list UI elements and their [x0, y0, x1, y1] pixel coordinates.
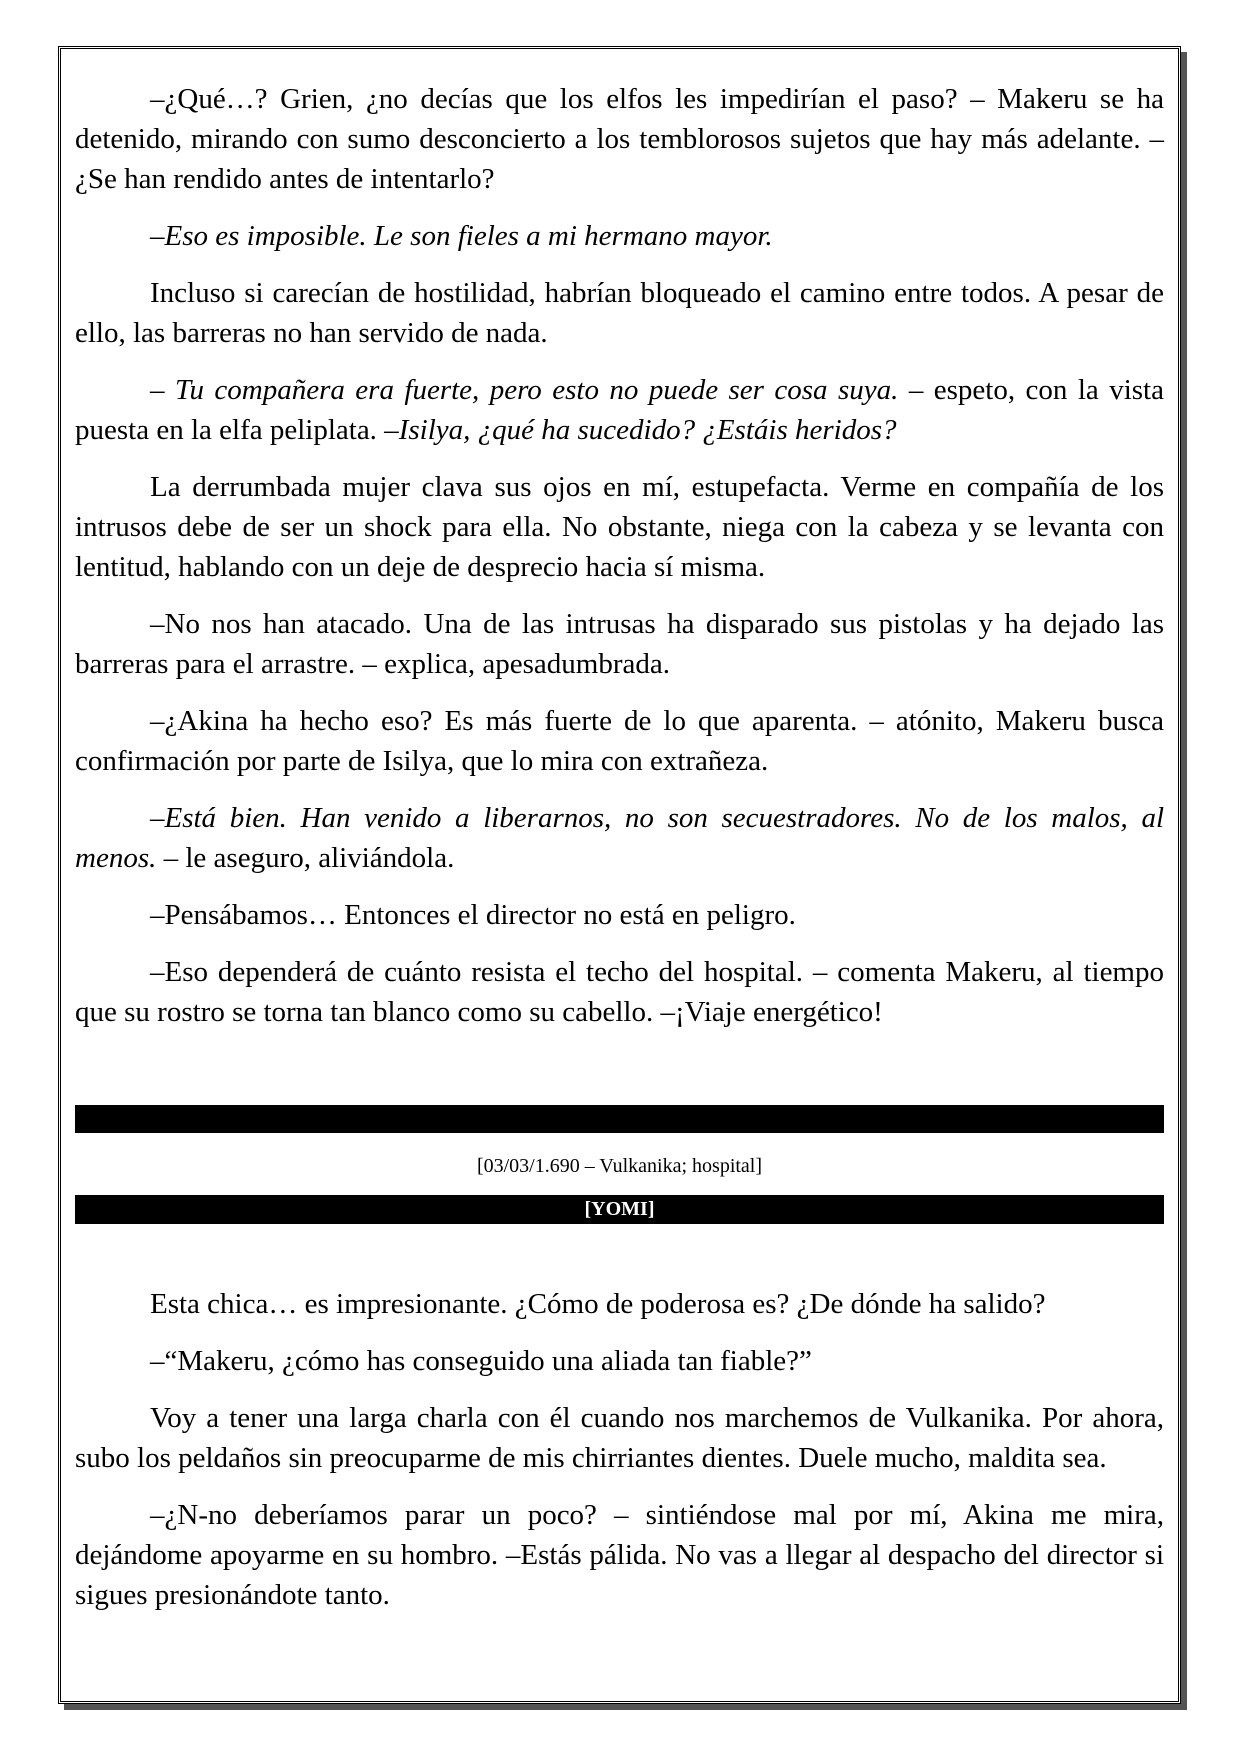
italic-thought-text: Isilya, ¿qué ha sucedido? ¿Estáis heridos?: [398, 414, 897, 446]
page-frame: [58, 46, 1181, 1704]
paragraph-text: – le aseguro, aliviándola.: [156, 842, 455, 874]
italic-thought-text: Eso es imposible. Le son fieles a mi hermano mayor.: [164, 220, 773, 252]
paragraph-text: –: [150, 220, 165, 252]
paragraph-text: Incluso si carecían de hostilidad, habrían bloqueado el camino entre todos. A pesar de ello, las barreras no han servido de nada.: [75, 277, 1164, 349]
story-section-2: [75, 1284, 1164, 1615]
paragraph-text: –¿Akina ha hecho eso? Es más fuerte de lo que aparenta. – atónito, Makeru busca confirmación por parte de Isilya, que lo mira con extrañeza.: [75, 705, 1164, 777]
paragraph-text: –¿N-no deberíamos parar un poco? – sintiéndose mal por mí, Akina me mira, dejándome apoyarme en su hombro. –Estás pálida. No vas a llegar al despacho del director si sigues presionándote tanto.: [75, 1499, 1164, 1611]
scene-date-location: [03/03/1.690 – Vulkanika; hospital]: [476, 1155, 763, 1177]
paragraph-text: –: [150, 802, 165, 834]
italic-thought-text: Tu compañera era fuerte, pero esto no puede ser cosa suya.: [174, 374, 899, 406]
story-paragraph: [75, 895, 1164, 935]
paragraph-text: Voy a tener una larga charla con él cuando nos marchemos de Vulkanika. Por ahora, subo los peldaños sin preocuparme de mis chirriantes dientes. Duele mucho, maldita sea.: [75, 1402, 1164, 1474]
page-content: [75, 79, 1164, 1632]
paragraph-text: –¿Qué…? Grien, ¿no decías que los elfos les impedirían el paso? – Makeru se ha detenido, mirando con sumo desconcierto a los temblorosos sujetos que hay más adelante. –¿Se han rendido antes de intentarlo?: [75, 83, 1164, 195]
paragraph-text: – espeto, con la vista puesta en la elfa peliplata. –: [75, 374, 1164, 446]
paragraph-text: Esta chica… es impresionante. ¿Cómo de poderosa es? ¿De dónde ha salido?: [150, 1288, 1046, 1320]
story-paragraph: [75, 798, 1164, 878]
story-paragraph: [75, 467, 1164, 587]
story-paragraph: [75, 79, 1164, 199]
paragraph-text: –“Makeru, ¿cómo has conseguido una aliada tan fiable?”: [150, 1345, 812, 1377]
story-paragraph: [75, 1284, 1164, 1324]
story-paragraph: [75, 1341, 1164, 1381]
story-paragraph: [75, 1495, 1164, 1615]
paragraph-text: –Pensábamos… Entonces el director no está en peligro.: [150, 899, 796, 931]
story-section-1: [75, 79, 1164, 1032]
story-paragraph: [75, 273, 1164, 353]
story-paragraph: [75, 604, 1164, 684]
paragraph-text: –Eso dependerá de cuánto resista el techo del hospital. – comenta Makeru, al tiempo que su rostro se torna tan blanco como su cabello. –¡Viaje energético!: [75, 956, 1164, 1028]
paragraph-text: –No nos han atacado. Una de las intrusas ha disparado sus pistolas y ha dejado las barreras para el arrastre. – explica, apesadumbrada.: [75, 608, 1164, 680]
scene-pov-header: [YOMI]: [75, 1195, 1164, 1224]
story-paragraph: [75, 370, 1164, 450]
paragraph-text: –: [150, 374, 175, 406]
story-paragraph: [75, 1398, 1164, 1478]
story-paragraph: [75, 216, 1164, 256]
scene-divider-bar: [75, 1105, 1164, 1133]
story-paragraph: [75, 952, 1164, 1032]
section-spacer: [75, 1049, 1164, 1105]
paragraph-text: La derrumbada mujer clava sus ojos en mí, estupefacta. Verme en compañía de los intrusos debe de ser un shock para ella. No obstante, niega con la cabeza y se levanta con lentitud, hablando con un deje de desprecio hacia sí misma.: [75, 471, 1164, 583]
italic-thought-text: Está bien. Han venido a liberarnos, no son secuestradores. No de los malos, al menos.: [75, 802, 1164, 874]
story-paragraph: [75, 701, 1164, 781]
